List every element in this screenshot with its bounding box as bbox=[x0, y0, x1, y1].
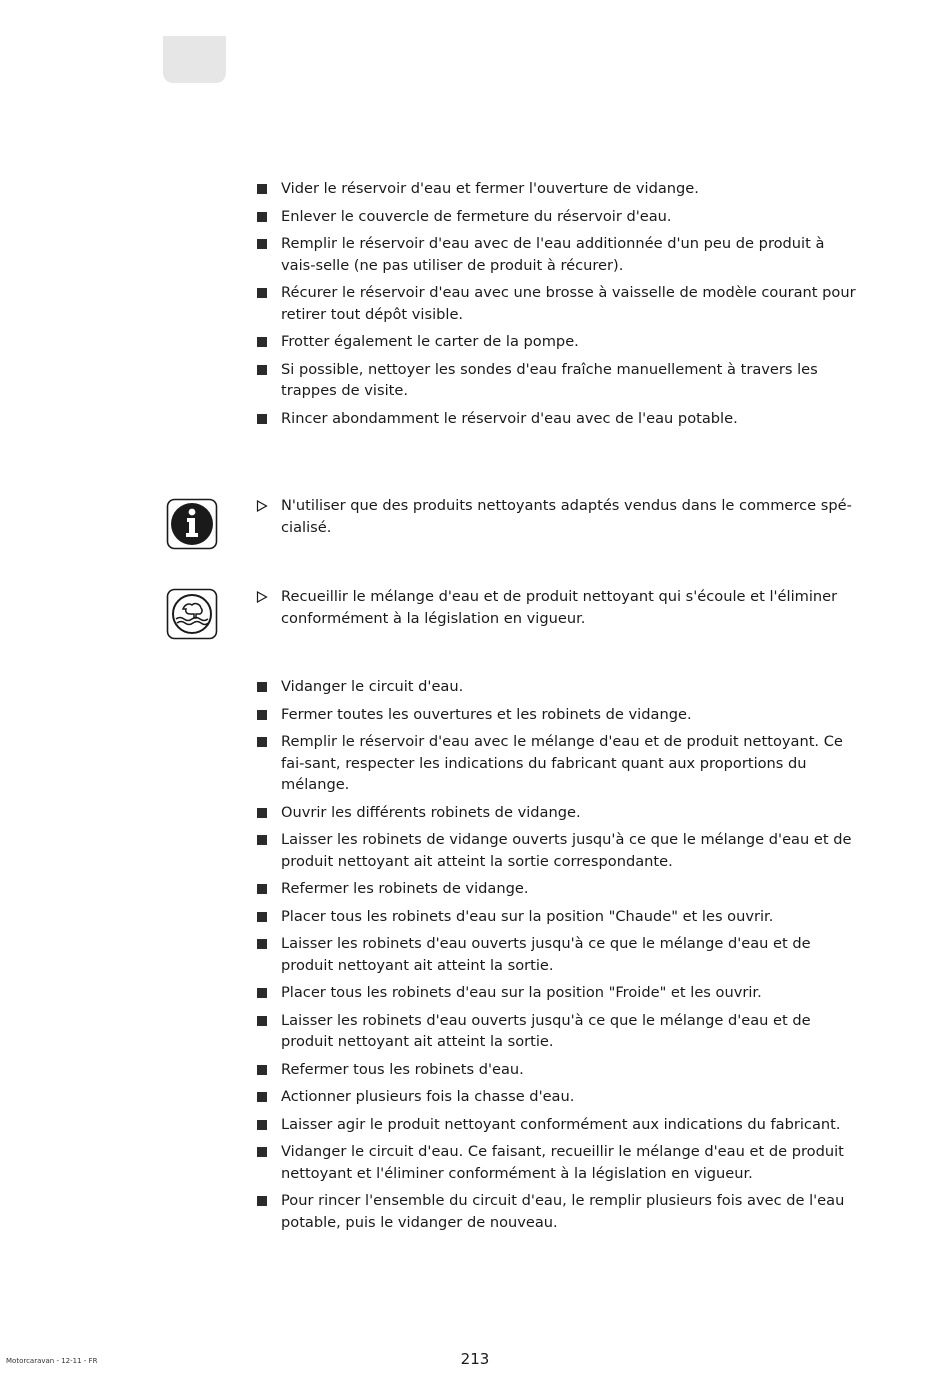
list-item: Placer tous les robinets d'eau sur la position "Chaude" et les ouvrir. bbox=[256, 906, 862, 928]
list-item: Vidanger le circuit d'eau. Ce faisant, recueillir le mélange d'eau et de produit nettoyant et l'éliminer conformément à la législation en vigueur. bbox=[256, 1141, 862, 1184]
list-item: Pour rincer l'ensemble du circuit d'eau, le remplir plusieurs fois avec de l'eau potable, puis le vidanger de nouveau. bbox=[256, 1190, 862, 1233]
list-item: Rincer abondamment le réservoir d'eau avec de l'eau potable. bbox=[256, 408, 862, 430]
note-text: Recueillir le mélange d'eau et de produit nettoyant qui s'écoule et l'éliminer conformément à la législation en vigueur. bbox=[281, 588, 838, 627]
list-item: Laisser agir le produit nettoyant conformément aux indications du fabricant. bbox=[256, 1114, 862, 1136]
list-item: Placer tous les robinets d'eau sur la position "Froide" et les ouvrir. bbox=[256, 982, 862, 1004]
info-icon bbox=[166, 498, 219, 551]
note-info bbox=[256, 495, 862, 538]
document-label: Motorcaravan - 12-11 - FR bbox=[6, 1357, 98, 1365]
chapter-tab-marker bbox=[163, 36, 226, 83]
list-item: Vidanger le circuit d'eau. bbox=[256, 676, 862, 698]
list-item: Récurer le réservoir d'eau avec une brosse à vaisselle de modèle courant pour retirer tout dépôt visible. bbox=[256, 282, 862, 325]
list-item: Laisser les robinets d'eau ouverts jusqu'à ce que le mélange d'eau et de produit nettoyant ait atteint la sortie. bbox=[256, 1010, 862, 1053]
list-item: Ouvrir les différents robinets de vidange. bbox=[256, 802, 862, 824]
list-item: Refermer les robinets de vidange. bbox=[256, 878, 862, 900]
disinfection-steps-list bbox=[256, 676, 862, 1239]
note-item bbox=[256, 495, 862, 538]
list-item: Fermer toutes les ouvertures et les robinets de vidange. bbox=[256, 704, 862, 726]
list-item: Remplir le réservoir d'eau avec de l'eau additionnée d'un peu de produit à vais-selle (ne pas utiliser de produit à récurer). bbox=[256, 233, 862, 276]
list-item: Si possible, nettoyer les sondes d'eau fraîche manuellement à travers les trappes de visite. bbox=[256, 359, 862, 402]
environment-icon bbox=[166, 588, 219, 641]
note-environment bbox=[256, 586, 862, 629]
list-item: Frotter également le carter de la pompe. bbox=[256, 331, 862, 353]
list-item: Laisser les robinets de vidange ouverts jusqu'à ce que le mélange d'eau et de produit nettoyant ait atteint la sortie correspondante. bbox=[256, 829, 862, 872]
list-item: Enlever le couvercle de fermeture du réservoir d'eau. bbox=[256, 206, 862, 228]
list-item: Actionner plusieurs fois la chasse d'eau. bbox=[256, 1086, 862, 1108]
page-number: 213 bbox=[460, 1350, 490, 1368]
list-item: Vider le réservoir d'eau et fermer l'ouverture de vidange. bbox=[256, 178, 862, 200]
list-item: Refermer tous les robinets d'eau. bbox=[256, 1059, 862, 1081]
note-text: N'utiliser que des produits nettoyants adaptés vendus dans le commerce spé-cialisé. bbox=[281, 497, 852, 536]
note-item bbox=[256, 586, 862, 629]
cleaning-steps-list bbox=[256, 178, 862, 435]
list-item: Laisser les robinets d'eau ouverts jusqu'à ce que le mélange d'eau et de produit nettoyant ait atteint la sortie. bbox=[256, 933, 862, 976]
list-item: Remplir le réservoir d'eau avec le mélange d'eau et de produit nettoyant. Ce fai-sant, respecter les indications du fabricant quant aux proportions du mélange. bbox=[256, 731, 862, 796]
